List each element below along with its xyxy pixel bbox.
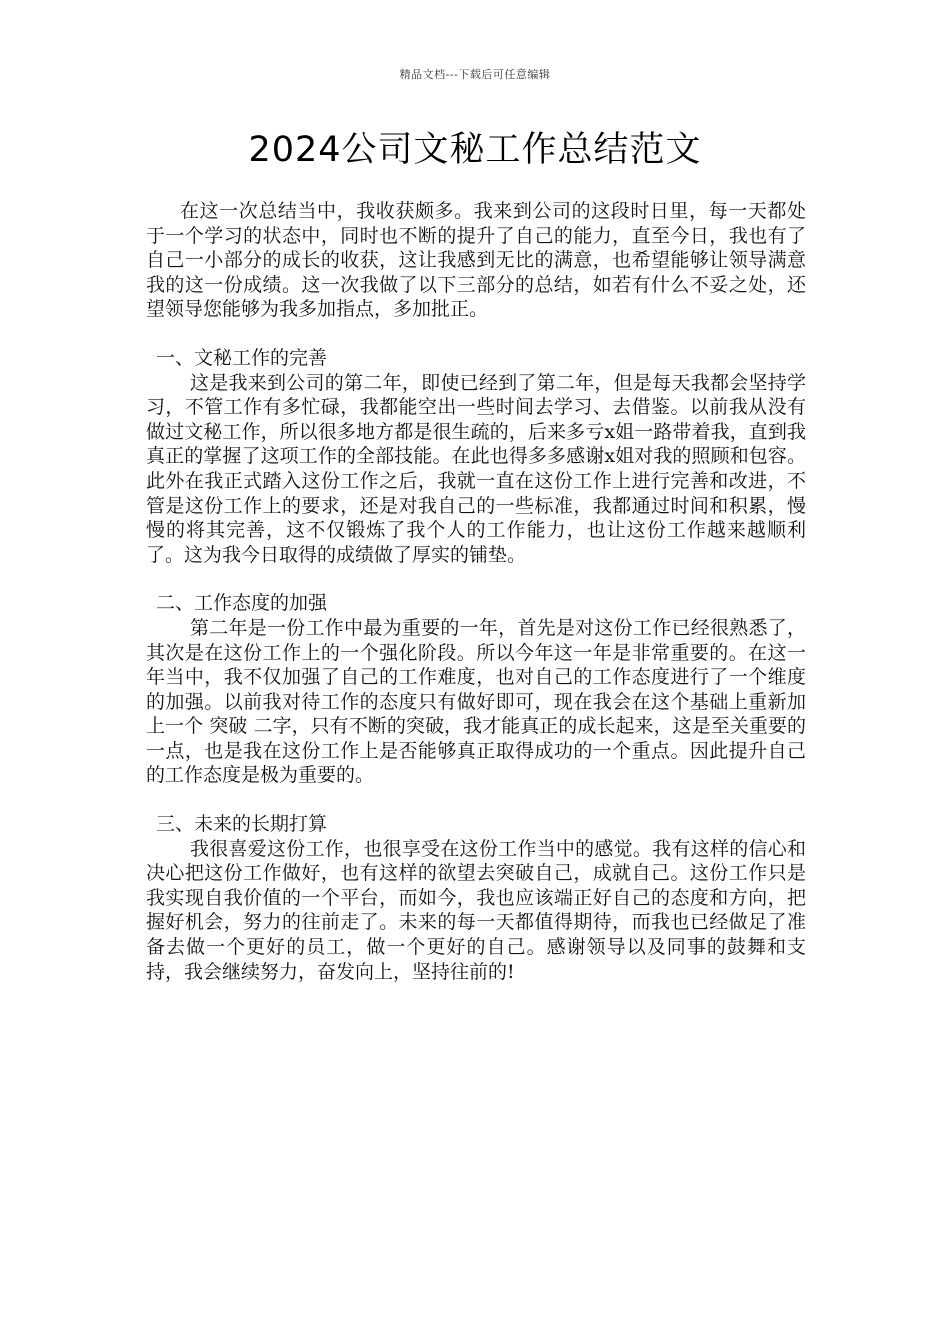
section-paragraph: 我很喜爱这份工作，也很享受在这份工作当中的感觉。我有这样的信心和决心把这份工作做好，也有这样的欲望去突破自己，成就自己。这份工作只是我实现自我价值的一个平台，而如今，我也应该端正好自己的态度和方向，把握好机会，努力的往前走了。未来的每一天都值得期待，而我也已经做足了准备去做一个更好的员工，做一个更好的自己。感谢领导以及同事的鼓舞和支持，我会继续努力，奋发向上，坚持往前的! [146,837,806,983]
section-work-attitude [146,591,806,788]
section-heading: 二、工作态度的加强 [156,592,328,615]
section-paragraph: 第二年是一份工作中最为重要的一年，首先是对这份工作已经很熟悉了，其次是在这份工作上的一个强化阶段。所以今年这一年是非常重要的。在这一年当中，我不仅加强了自己的工作难度，也对自己的工作态度进行了一个维度的加强。以前我对待工作的态度只有做好即可，现在我会在这个基础上重新加上一个 突破 二字，只有不断的突破，我才能真正的成长起来，这是至关重要的一点，也是我在这份工作上是否能够真正取得成功的一个重点。因此提升自己的工作态度是极为重要的。 [146,616,806,787]
header-note: 精品文档---下载后可任意编辑 [399,68,551,81]
section-future-plans [146,812,806,984]
document-body [146,199,806,984]
section-paragraph: 这是我来到公司的第二年，即使已经到了第二年，但是每天我都会坚持学习，不管工作有多忙碌，我都能空出一些时间去学习、去借鉴。以前我从没有做过文秘工作，所以很多地方都是很生疏的，后来多亏x姐一路带着我，直到我真正的掌握了这项工作的全部技能。在此也得多多感谢x姐对我的照顾和包容。此外在我正式踏入这份工作之后，我就一直在这份工作上进行完善和改进，不管是这份工作上的要求，还是对我自己的一些标准，我都通过时间和积累，慢慢的将其完善，这不仅锻炼了我个人的工作能力，也让这份工作越来越顺利了。这为我今日取得的成绩做了厚实的铺垫。 [146,371,806,566]
intro-paragraph: 在这一次总结当中，我收获颇多。我来到公司的这段时日里，每一天都处于一个学习的状态中，同时也不断的提升了自己的能力，直至今日，我也有了自己一小部分的成长的收获，这让我感到无比的满意，也希望能够让领导满意我的这一份成绩。这一次我做了以下三部分的总结，如若有什么不妥之处，还望领导您能够为我多加指点，多加批正。 [146,200,806,321]
section-work-improvement [146,346,806,567]
section-heading: 三、未来的长期打算 [156,813,328,836]
section-heading: 一、文秘工作的完善 [156,346,328,369]
document-title: 2024公司文秘工作总结范文 [248,130,702,170]
